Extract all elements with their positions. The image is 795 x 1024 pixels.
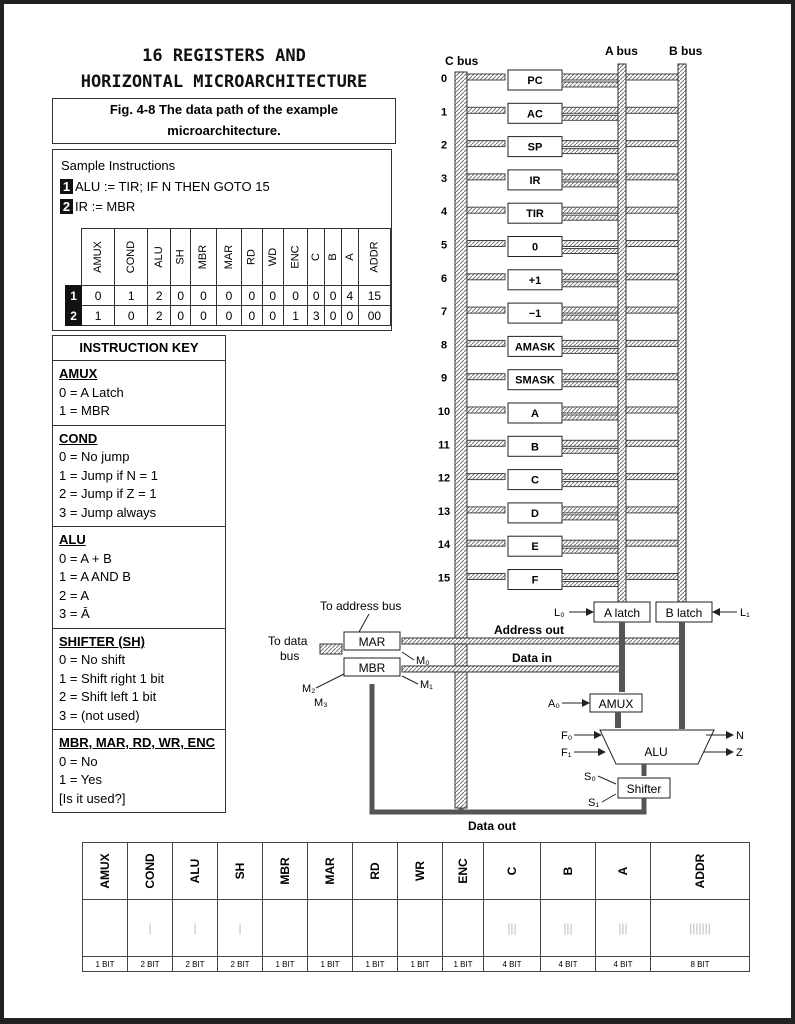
- register-label: 0: [531, 241, 539, 254]
- c-bus-tap: [467, 107, 505, 113]
- register-number: 5: [440, 239, 448, 252]
- to-address-bus-label: To address bus: [320, 599, 402, 613]
- key-line: 0 = No: [59, 753, 98, 769]
- format-field-header: ENC: [443, 843, 484, 900]
- format-field-value: |||: [484, 900, 541, 957]
- register-output-tap: [562, 282, 620, 287]
- register-number: 7: [440, 306, 448, 319]
- format-field-header: B: [541, 843, 596, 900]
- column-header: AMUX: [82, 229, 115, 286]
- datapath-diagram: [4, 4, 791, 844]
- register-label: E: [531, 541, 539, 554]
- c-bus-tap: [467, 374, 505, 380]
- a-bus-label: A bus: [605, 44, 638, 58]
- format-field-value: |: [128, 900, 173, 957]
- register-label: SP: [527, 141, 543, 154]
- c-bus-tap: [467, 574, 505, 580]
- instruction-number: 2: [60, 199, 73, 214]
- table-cell: 0: [191, 286, 216, 306]
- key-line: 2 = A: [59, 587, 89, 603]
- key-line: 0 = A + B: [59, 550, 112, 566]
- register-output-tap: [562, 249, 620, 254]
- column-header: C: [308, 229, 325, 286]
- register-output-tap: [562, 82, 620, 87]
- table-cell: 0: [216, 286, 241, 306]
- format-field-value: |: [173, 900, 218, 957]
- format-field-value: [263, 900, 308, 957]
- format-field-value: |: [218, 900, 263, 957]
- row-number: 1: [66, 286, 82, 306]
- format-field-bits: 8 BIT: [651, 957, 750, 972]
- table-cell: 0: [114, 306, 147, 326]
- c-bus-tap: [467, 207, 505, 213]
- register-output-tap: [562, 315, 620, 320]
- m1-label: M₁: [420, 679, 433, 691]
- format-field-header: ALU: [173, 843, 218, 900]
- format-field-header: C: [484, 843, 541, 900]
- address-out-bus: [402, 638, 682, 644]
- c-bus-tap: [467, 340, 505, 346]
- address-out-label: Address out: [494, 623, 565, 637]
- key-line: 2 = Shift left 1 bit: [59, 689, 157, 704]
- register-output-tap: [562, 515, 620, 520]
- register-label: +1: [528, 274, 542, 287]
- l1-label: L₁: [740, 607, 750, 619]
- amux-label: AMUX: [598, 697, 634, 711]
- key-line: 1 = Shift right 1 bit: [59, 670, 165, 686]
- key-section-title: MBR, MAR, RD, WR, ENC: [59, 735, 215, 750]
- register-output-tap: [562, 482, 620, 487]
- row-number: 2: [66, 306, 82, 326]
- key-line: 3 = (not used): [59, 707, 140, 723]
- instruction-text: IR := MBR: [75, 199, 136, 214]
- format-field-value: [308, 900, 353, 957]
- f1-label: F₁: [561, 747, 572, 759]
- c-bus-tap: [467, 141, 505, 147]
- register-output-tap: [562, 149, 620, 154]
- table-cell: 4: [342, 286, 359, 306]
- alu-label: ALU: [644, 745, 668, 759]
- column-header: SH: [171, 229, 191, 286]
- format-field-header: COND: [128, 843, 173, 900]
- f0-label: F₀: [561, 730, 573, 742]
- register-label: SMASK: [515, 374, 555, 387]
- c-bus-tap: [467, 174, 505, 180]
- key-line: 1 = Jump if N = 1: [59, 467, 158, 483]
- table-cell: 0: [242, 286, 262, 306]
- page-title-line2: HORIZONTAL MICROARCHITECTURE: [80, 72, 368, 92]
- data-in-label: Data in: [512, 651, 553, 665]
- key-line: 2 = Jump if Z = 1: [59, 486, 157, 501]
- table-cell: 1: [82, 306, 115, 326]
- key-line: 1 = A AND B: [59, 569, 131, 584]
- table-cell: 15: [358, 286, 390, 306]
- format-field-bits: 2 BIT: [173, 957, 218, 972]
- c-bus-tap: [467, 74, 505, 80]
- format-field-header: A: [596, 843, 651, 900]
- data-in-bus: [402, 666, 620, 672]
- register-output-tap: [562, 582, 620, 587]
- register-output-tap: [562, 382, 620, 387]
- c-bus-tap: [467, 474, 505, 480]
- key-section-title: SHIFTER (SH): [59, 633, 145, 649]
- column-header: B: [325, 229, 342, 286]
- c-bus-line: [455, 72, 467, 808]
- table-cell: 0: [191, 306, 216, 326]
- format-field-value: [398, 900, 443, 957]
- register-number: 15: [437, 572, 451, 585]
- format-field-bits: 1 BIT: [263, 957, 308, 972]
- table-cell: 0: [242, 306, 262, 326]
- microinstruction-format-table: [82, 842, 750, 972]
- mar-label: MAR: [358, 635, 386, 649]
- table-cell: 0: [262, 286, 283, 306]
- b-bus-line: [678, 64, 686, 602]
- table-cell: 0: [262, 306, 283, 326]
- c-bus-tap: [467, 241, 505, 247]
- register-number: 4: [440, 206, 448, 219]
- format-field-value: |||: [596, 900, 651, 957]
- shifter-label: Shifter: [626, 782, 662, 796]
- table-cell: 0: [308, 286, 325, 306]
- format-field-header: MBR: [263, 843, 308, 900]
- table-cell: 0: [171, 306, 191, 326]
- register-label: A: [531, 408, 539, 420]
- c-bus-tap: [467, 274, 505, 280]
- register-label: D: [531, 507, 539, 520]
- column-header: MBR: [191, 229, 216, 286]
- a-latch-label: A latch: [603, 606, 641, 620]
- page-title-line1: 16 REGISTERS AND: [142, 46, 306, 66]
- mbr-label: MBR: [358, 661, 386, 675]
- c-bus-tap: [467, 407, 505, 413]
- register-label: B: [531, 441, 539, 454]
- column-header: ALU: [148, 229, 171, 286]
- register-output-tap: [562, 348, 620, 353]
- column-header: MAR: [216, 229, 241, 286]
- table-cell: 00: [358, 306, 390, 326]
- format-field-value: [353, 900, 398, 957]
- key-line: 0 = No jump: [59, 449, 130, 464]
- register-number: 2: [440, 139, 448, 152]
- column-header: RD: [242, 229, 262, 286]
- register-label: −1: [528, 308, 542, 321]
- table-cell: 0: [342, 306, 359, 326]
- register-number: 6: [440, 272, 448, 285]
- key-line: 1 = Yes: [59, 772, 103, 787]
- data-out-label: Data out: [468, 819, 516, 833]
- document-page: [4, 4, 791, 1018]
- format-field-bits: 4 BIT: [596, 957, 651, 972]
- table-cell: 0: [82, 286, 115, 306]
- c-bus-tap: [467, 507, 505, 513]
- register-label: TIR: [526, 208, 544, 221]
- table-cell: 1: [114, 286, 147, 306]
- format-field-bits: 1 BIT: [353, 957, 398, 972]
- a-bus-line: [618, 64, 626, 602]
- table-cell: 1: [283, 306, 307, 326]
- register-output-tap: [562, 182, 620, 187]
- register-output-tap: [562, 115, 620, 120]
- format-field-bits: 2 BIT: [128, 957, 173, 972]
- key-line: 3 = Jump always: [59, 504, 157, 520]
- sample-heading: Sample Instructions: [61, 158, 176, 173]
- z-flag-label: Z: [736, 747, 743, 759]
- a0-label: A₀: [548, 698, 560, 710]
- to-data-bus-label-1: To data: [268, 634, 308, 648]
- column-header: ADDR: [358, 229, 390, 286]
- format-field-value: [443, 900, 484, 957]
- format-field-header: ADDR: [651, 843, 750, 900]
- n-flag-label: N: [736, 730, 744, 742]
- register-number: 3: [440, 172, 448, 185]
- register-number: 11: [438, 439, 450, 452]
- b-latch-label: B latch: [665, 606, 703, 620]
- column-header: ENC: [283, 229, 307, 286]
- figure-caption-line2: microarchitecture.: [167, 123, 281, 138]
- format-field-header: WR: [398, 843, 443, 900]
- key-line: 0 = No shift: [59, 652, 126, 667]
- instruction-text: ALU := TIR; IF N THEN GOTO 15: [75, 179, 270, 194]
- format-field-header: MAR: [308, 843, 353, 900]
- format-field-bits: 4 BIT: [541, 957, 596, 972]
- column-header: COND: [114, 229, 147, 286]
- instruction-key-heading: INSTRUCTION KEY: [52, 335, 226, 361]
- register-number: 9: [440, 372, 448, 385]
- column-header: A: [342, 229, 359, 286]
- key-line: 1 = MBR: [59, 403, 110, 418]
- column-header: WD: [262, 229, 283, 286]
- to-data-bus-label-2: bus: [280, 649, 300, 663]
- register-number: 14: [437, 539, 451, 552]
- table-cell: 3: [308, 306, 325, 326]
- register-label: AMASK: [514, 341, 556, 354]
- format-field-bits: 1 BIT: [398, 957, 443, 972]
- register-output-tap: [562, 448, 620, 453]
- register-number: 13: [437, 505, 451, 518]
- m3-label: M₃: [314, 697, 328, 709]
- m0-label: M₀: [416, 655, 430, 667]
- table-cell: 2: [148, 286, 171, 306]
- register-output-tap: [562, 548, 620, 553]
- table-cell: 0: [325, 306, 342, 326]
- register-output-tap: [562, 215, 620, 220]
- key-section-title: AMUX: [59, 366, 98, 381]
- format-field-header: SH: [218, 843, 263, 900]
- format-field-value: |||||||: [651, 900, 750, 957]
- figure-caption-line1: Fig. 4-8 The data path of the example: [109, 102, 339, 117]
- format-field-bits: 1 BIT: [83, 957, 128, 972]
- s1-label: S₁: [588, 797, 600, 809]
- format-field-bits: 1 BIT: [443, 957, 484, 972]
- m2-label: M₂: [302, 683, 316, 695]
- l0-label: L₀: [554, 607, 565, 619]
- c-bus-label: C bus: [445, 54, 479, 68]
- table-cell: 0: [216, 306, 241, 326]
- key-line: 0 = A Latch: [59, 384, 124, 400]
- s0-label: S₀: [584, 771, 596, 783]
- table-cell: 0: [325, 286, 342, 306]
- key-line: [Is it used?]: [59, 790, 126, 806]
- table-cell: 0: [283, 286, 307, 306]
- format-field-bits: 4 BIT: [484, 957, 541, 972]
- key-line: 3 = Ā: [59, 606, 90, 621]
- key-section-title: COND: [59, 430, 98, 446]
- register-output-tap: [562, 415, 620, 420]
- c-bus-tap: [467, 540, 505, 546]
- key-section-title: ALU: [59, 532, 86, 547]
- format-field-header: AMUX: [83, 843, 128, 900]
- c-bus-tap: [467, 440, 505, 446]
- register-label: AC: [527, 108, 543, 121]
- format-field-header: RD: [353, 843, 398, 900]
- register-label: PC: [527, 75, 543, 87]
- b-bus-label: B bus: [669, 44, 703, 58]
- register-number: 10: [437, 406, 451, 418]
- register-file: [438, 70, 680, 590]
- instruction-number: 1: [60, 179, 73, 194]
- table-cell: 2: [148, 306, 171, 326]
- register-number: 12: [437, 472, 451, 485]
- register-label: IR: [529, 174, 541, 187]
- format-field-value: [83, 900, 128, 957]
- format-field-value: |||: [541, 900, 596, 957]
- register-number: 0: [440, 73, 448, 85]
- register-number: 1: [440, 106, 448, 119]
- format-field-bits: 2 BIT: [218, 957, 263, 972]
- register-number: 8: [440, 339, 448, 352]
- c-bus-tap: [467, 307, 505, 313]
- format-field-bits: 1 BIT: [308, 957, 353, 972]
- register-label: C: [531, 474, 539, 487]
- table-cell: 0: [171, 286, 191, 306]
- register-label: F: [531, 574, 539, 587]
